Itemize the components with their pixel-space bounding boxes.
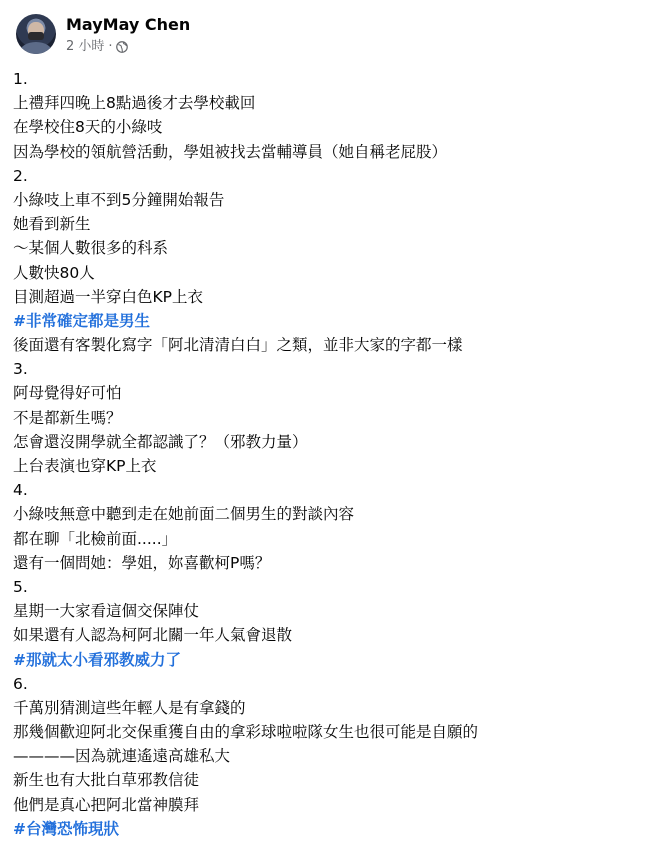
meta-separator: ·: [108, 39, 113, 54]
post-text-line: 阿母覺得好可怕: [13, 384, 122, 403]
globe-icon[interactable]: [116, 41, 128, 53]
post-text-line: 後面還有客製化寫字「阿北清清白白」之類，並非大家的字都一樣: [13, 336, 463, 355]
post-text-line: ————因為就連遙遠高雄私大: [13, 747, 231, 766]
post-text-line: 在學校住8天的小綠吱: [13, 118, 163, 137]
post-text-line: 千萬別猜測這些年輕人是有拿錢的: [13, 698, 246, 717]
post-text-line: 他們是真心把阿北當神膜拜: [13, 795, 200, 814]
author-name[interactable]: MayMay Chen: [66, 15, 191, 34]
post-timestamp-row: [66, 38, 190, 56]
post-text-line: 上台表演也穿KP上衣: [13, 457, 157, 475]
post-text-line: 3.: [13, 360, 28, 379]
post-text-line: 2.: [13, 166, 28, 185]
avatar-mask-shape: [28, 32, 44, 40]
post-text-line: 星期一大家看這個交保陣仗: [13, 602, 200, 621]
post-text-line: 如果還有人認為柯阿北關一年人氣會退散: [13, 626, 293, 645]
post-text-line: 她看到新生: [13, 215, 91, 234]
hashtag-link[interactable]: #非常確定都是男生: [13, 311, 150, 330]
hashtag-link[interactable]: #台灣恐怖現狀: [13, 819, 119, 838]
post-text-line: 6.: [13, 674, 28, 693]
post-text-line: 都在聊「北檢前面.....」: [13, 529, 178, 548]
hashtag-link[interactable]: #那就太小看邪教威力了: [13, 650, 181, 669]
post-text-line: 怎會還沒開學就全都認識了？（邪教力量）: [13, 432, 308, 451]
post-text-line: ～某個人數很多的科系: [13, 239, 169, 258]
post-text-line: 因為學校的領航營活動，學姐被找去當輔導員（她自稱老屁股）: [13, 142, 448, 161]
post-text-line: 上禮拜四晚上8點過後才去學校載回: [13, 94, 256, 113]
avatar-body-shape: [20, 42, 52, 54]
post-time[interactable]: 2 小時: [66, 39, 105, 54]
post-body: [13, 67, 643, 841]
post-text-line: 那幾個歡迎阿北交保重獲自由的拿彩球啦啦隊女生也很可能是自願的: [13, 723, 479, 742]
post-text-line: 人數快80人: [13, 263, 95, 282]
post-text-line: 新生也有大批白草邪教信徒: [13, 771, 200, 790]
post-text-line: 不是都新生嗎？: [13, 408, 122, 427]
avatar[interactable]: [16, 14, 56, 54]
post-text-line: 目測超過一半穿白色KP上衣: [13, 287, 204, 306]
post-text-line: 還有一個問她：學姐，妳喜歡柯P嗎？: [13, 553, 271, 572]
post-text-line: 5.: [13, 577, 28, 596]
post-text-line: 小綠吱無意中聽到走在她前面二個男生的對談內容: [13, 505, 355, 524]
post-text-line: 1.: [13, 70, 28, 88]
post-text-line: 4.: [13, 481, 28, 500]
post-meta: [66, 12, 190, 56]
post-header: [16, 12, 190, 62]
post-text-line: 小綠吱上車不到5分鐘開始報告: [13, 190, 225, 209]
